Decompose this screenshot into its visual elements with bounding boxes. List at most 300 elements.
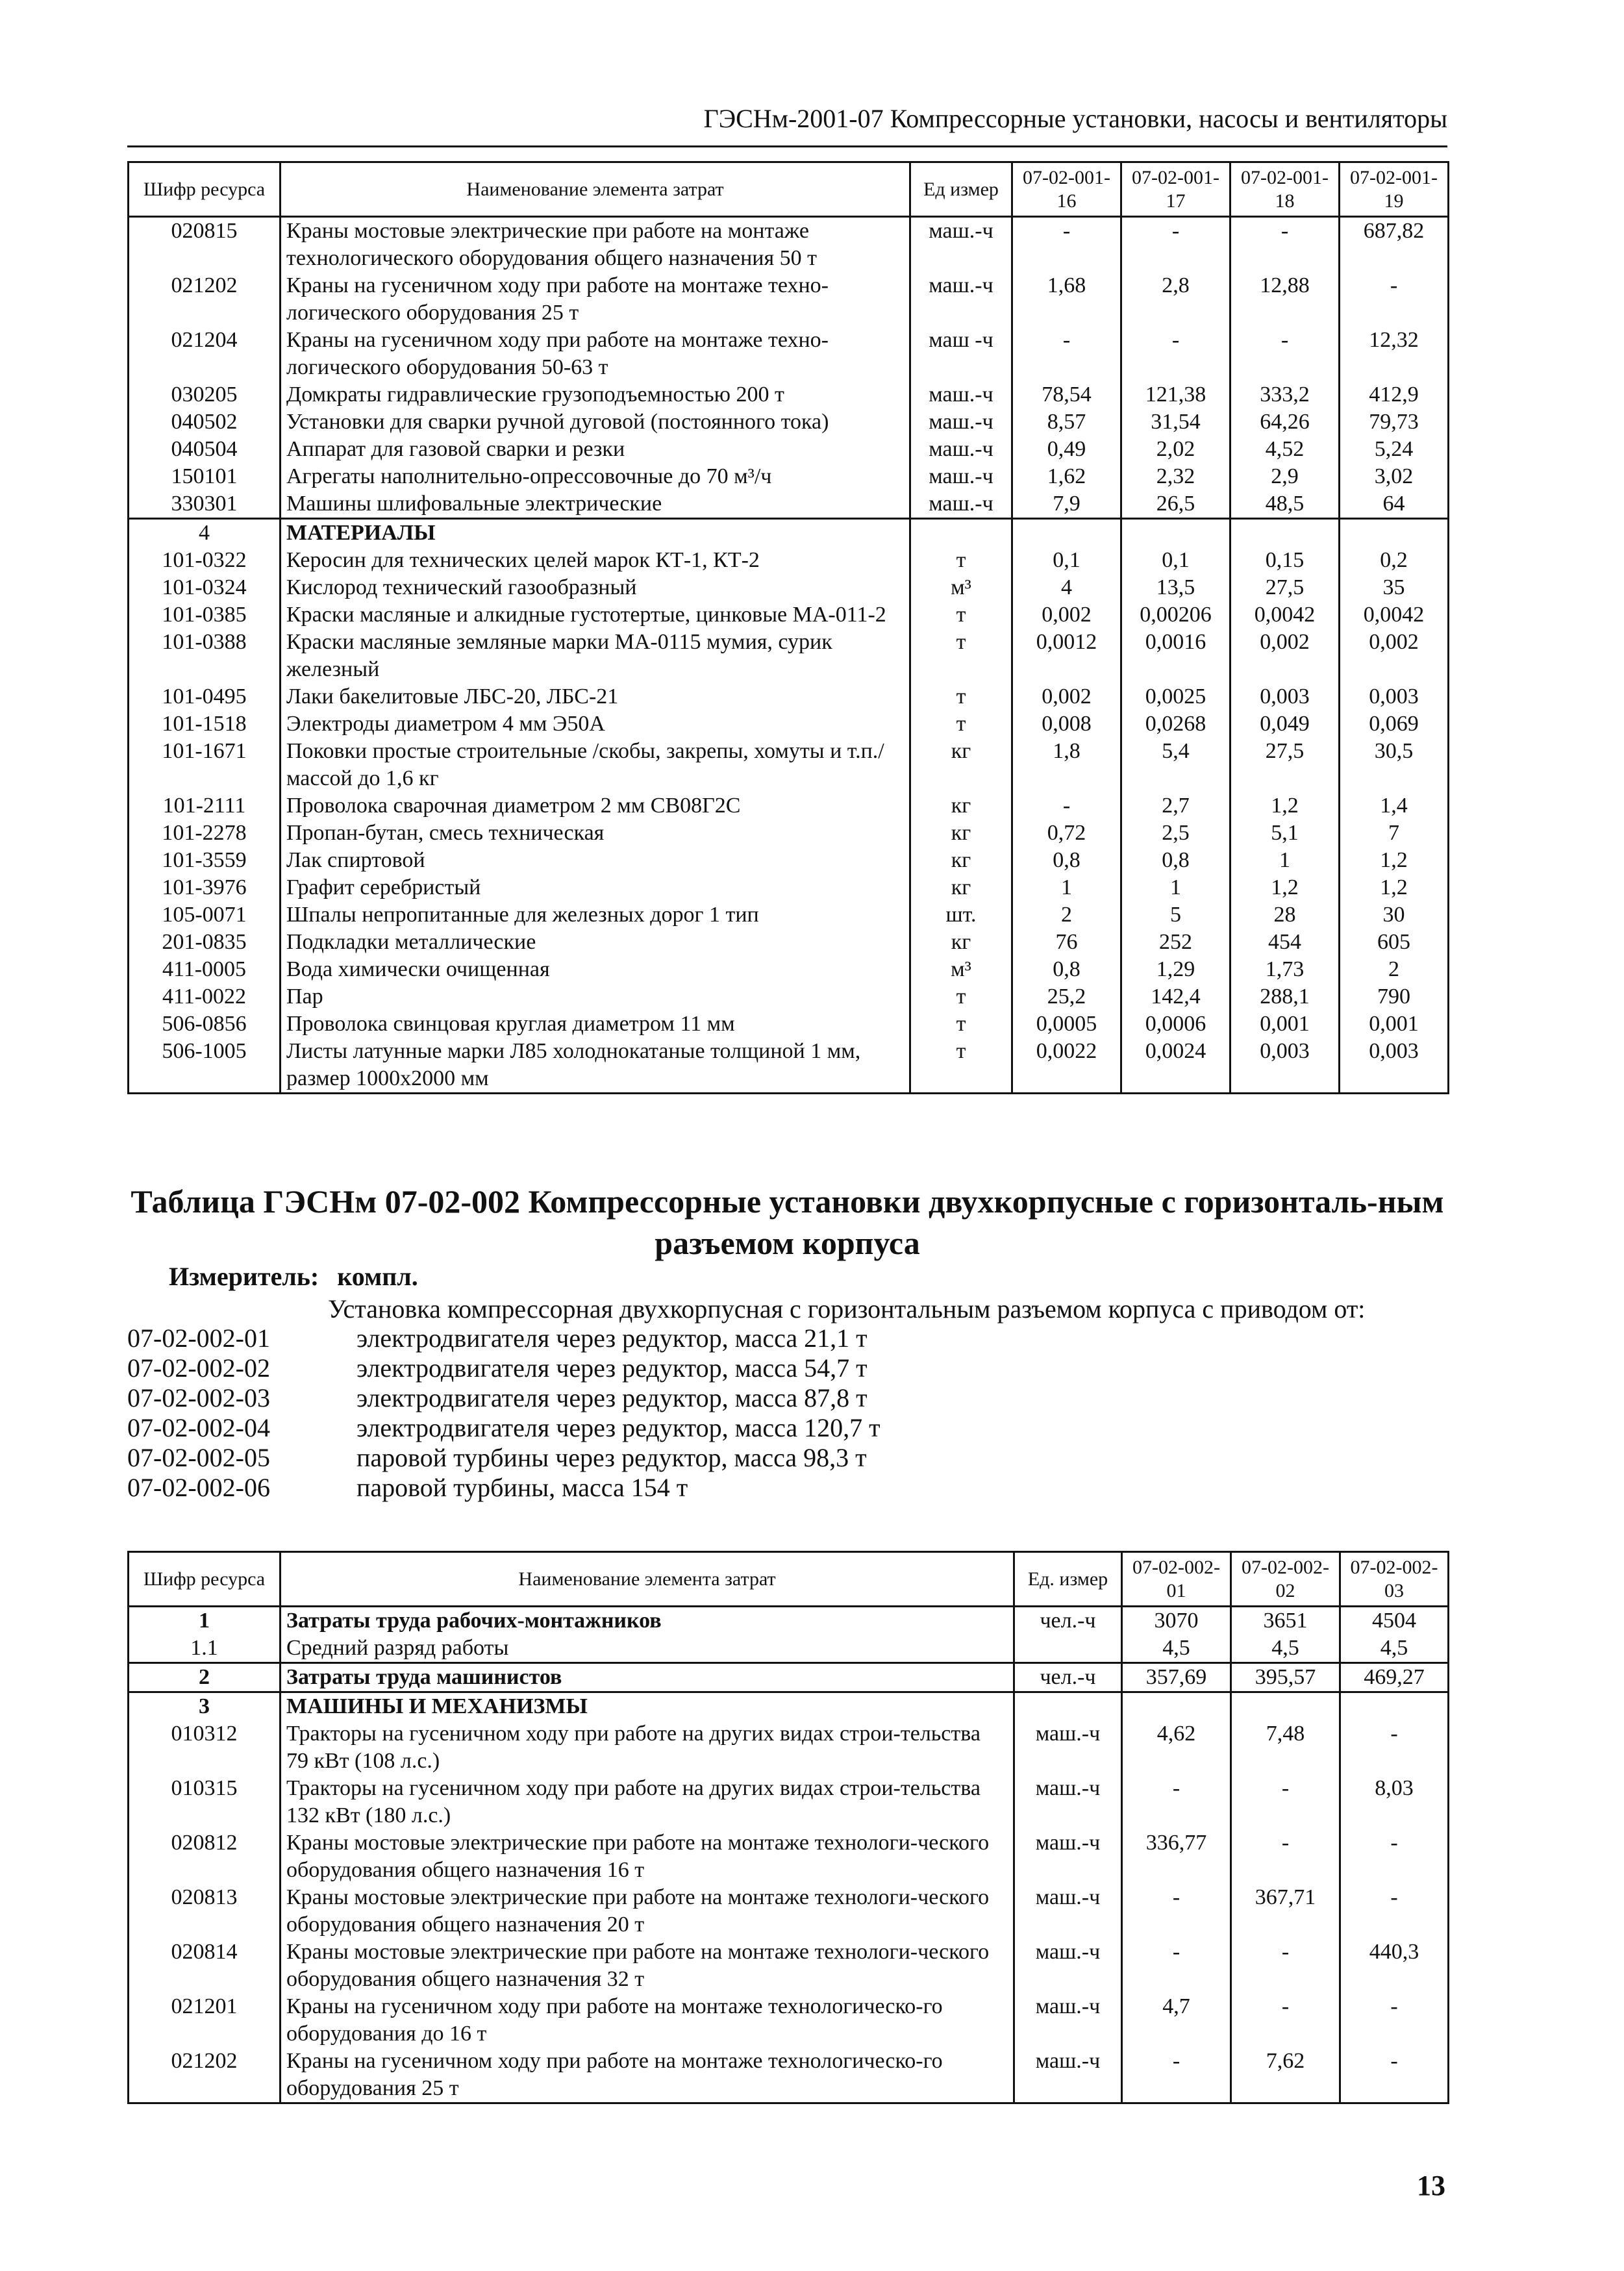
norm-value: 0,15 <box>1230 547 1340 574</box>
resource-name: Домкраты гидравлические грузоподъемностью 200 т <box>281 381 910 408</box>
resource-name: МАШИНЫ И МЕХАНИЗМЫ <box>281 1692 1014 1721</box>
norm-code: 07-02-002-01 <box>127 1324 270 1353</box>
resource-name: Электроды диаметром 4 мм Э50А <box>281 710 910 738</box>
norm-value: 687,82 <box>1340 217 1449 273</box>
resource-code: 030205 <box>129 381 281 408</box>
norm-value: 12,88 <box>1230 272 1340 327</box>
norm-value: 0,0022 <box>1012 1038 1121 1094</box>
resource-name: Вода химически очищенная <box>281 956 910 983</box>
norm-value: 7,9 <box>1012 490 1121 519</box>
table-row <box>129 710 1449 738</box>
norm-value: 0,1 <box>1121 547 1230 574</box>
table-row <box>129 272 1449 327</box>
norm-value: 2 <box>1012 901 1121 929</box>
resource-code: 101-2111 <box>129 792 281 820</box>
norm-value: 0,002 <box>1012 601 1121 629</box>
norm-value: 0,0006 <box>1121 1010 1230 1038</box>
table-row <box>129 983 1449 1010</box>
resource-name: Краны на гусеничном ходу при работе на монтаже техно-логического оборудования 25 т <box>281 272 910 327</box>
unit: т <box>910 983 1012 1010</box>
norm-value <box>1230 519 1340 547</box>
norm-code-list <box>127 1324 881 1503</box>
norm-value: - <box>1231 1829 1340 1884</box>
norm-value: - <box>1340 1829 1449 1884</box>
norm-value: 1,2 <box>1230 874 1340 901</box>
table-row <box>129 738 1449 792</box>
norm-value: - <box>1121 217 1230 273</box>
norm-value: 7,48 <box>1231 1720 1340 1775</box>
resource-code: 1 <box>129 1607 281 1635</box>
norm-value: - <box>1340 1993 1449 2048</box>
resource-code: 101-1671 <box>129 738 281 792</box>
table-row <box>129 901 1449 929</box>
norm-value: 1,2 <box>1230 792 1340 820</box>
meter-value: компл. <box>337 1262 418 1291</box>
norm-value: - <box>1230 217 1340 273</box>
resource-code: 021202 <box>129 272 281 327</box>
resource-name: Листы латунные марки Л85 холоднокатаные толщиной 1 мм, размер 1000х2000 мм <box>281 1038 910 1094</box>
norm-value: 469,27 <box>1340 1663 1449 1692</box>
norm-value: - <box>1122 1775 1231 1829</box>
norm-value: 333,2 <box>1230 381 1340 408</box>
table-row <box>129 683 1449 710</box>
unit <box>910 519 1012 547</box>
table-row <box>129 217 1449 273</box>
norm-value: 3,02 <box>1340 463 1449 490</box>
resource-code: 101-2278 <box>129 820 281 847</box>
norm-value: 367,71 <box>1231 1884 1340 1939</box>
resource-code: 040504 <box>129 436 281 463</box>
norm-value: 1,2 <box>1340 874 1449 901</box>
norm-value: 0,069 <box>1340 710 1449 738</box>
resource-code: 4 <box>129 519 281 547</box>
resource-code: 201-0835 <box>129 929 281 956</box>
table-row <box>129 574 1449 601</box>
norm-value: 0,0042 <box>1340 601 1449 629</box>
resource-name: Краны на гусеничном ходу при работе на монтаже технологическо-го оборудования до 16 т <box>281 1993 1014 2048</box>
unit: маш.-ч <box>1014 1939 1122 1993</box>
table-row <box>129 1038 1449 1094</box>
norm-value: 5,4 <box>1121 738 1230 792</box>
norm-value: 64 <box>1340 490 1449 519</box>
norm-code: 07-02-002-04 <box>127 1413 270 1442</box>
norm-value: 4504 <box>1340 1607 1449 1635</box>
norm-value: 0,49 <box>1012 436 1121 463</box>
norm-value: - <box>1122 1884 1231 1939</box>
norm-value: 78,54 <box>1012 381 1121 408</box>
resource-code: 101-0324 <box>129 574 281 601</box>
resource-code: 040502 <box>129 408 281 436</box>
norm-value: 2,32 <box>1121 463 1230 490</box>
norm-description: электродвигателя через редуктор, масса 54,7 т <box>356 1353 868 1383</box>
table-row <box>129 1939 1449 1993</box>
unit: маш.-ч <box>910 272 1012 327</box>
norm-code: 07-02-002-05 <box>127 1443 270 1472</box>
norm-value: 0,00206 <box>1121 601 1230 629</box>
resource-name: Краски масляные земляные марки МА-0115 мумия, сурик железный <box>281 629 910 683</box>
norm-description: электродвигателя через редуктор, масса 120,7 т <box>356 1413 881 1442</box>
list-item <box>127 1443 881 1473</box>
norm-value: 12,32 <box>1340 327 1449 381</box>
norm-value: 35 <box>1340 574 1449 601</box>
norm-value: - <box>1012 792 1121 820</box>
col-header-norm: 07-02-001-16 <box>1012 162 1121 217</box>
norm-value: - <box>1230 327 1340 381</box>
resource-code: 3 <box>129 1692 281 1721</box>
norm-value: 395,57 <box>1231 1663 1340 1692</box>
unit: чел.-ч <box>1014 1607 1122 1635</box>
norm-value: 0,003 <box>1340 1038 1449 1094</box>
list-item <box>127 1383 881 1413</box>
norm-value: 0,0012 <box>1012 629 1121 683</box>
table-row <box>129 1775 1449 1829</box>
resource-name: Краны мостовые электрические при работе на монтаже технологи-ческого оборудования общего назначения 20 т <box>281 1884 1014 1939</box>
resource-name: Пропан-бутан, смесь техническая <box>281 820 910 847</box>
unit: маш.-ч <box>910 436 1012 463</box>
resource-name: Кислород технический газообразный <box>281 574 910 601</box>
unit: т <box>910 1010 1012 1038</box>
norm-value: - <box>1340 2048 1449 2103</box>
resource-table-1 <box>127 161 1449 1094</box>
resource-name: Керосин для технических целей марок КТ-1, КТ-2 <box>281 547 910 574</box>
resource-table-2 <box>127 1551 1449 2104</box>
norm-value: 27,5 <box>1230 738 1340 792</box>
resource-code: 101-0322 <box>129 547 281 574</box>
col-header-name: Наименование элемента затрат <box>281 1552 1014 1607</box>
unit: маш.-ч <box>910 217 1012 273</box>
norm-value: 0,8 <box>1012 956 1121 983</box>
norm-value: 2,8 <box>1121 272 1230 327</box>
unit: т <box>910 547 1012 574</box>
norm-value: 4,7 <box>1122 1993 1231 2048</box>
col-header-norm: 07-02-001-17 <box>1121 162 1230 217</box>
resource-code: 101-3559 <box>129 847 281 874</box>
table-row <box>129 1720 1449 1775</box>
norm-value <box>1121 519 1230 547</box>
norm-value: 26,5 <box>1121 490 1230 519</box>
unit: маш.-ч <box>910 408 1012 436</box>
table-row <box>129 463 1449 490</box>
col-header-norm: 07-02-001-19 <box>1340 162 1449 217</box>
resource-name: Затраты труда рабочих-монтажников <box>281 1607 1014 1635</box>
norm-value: 30,5 <box>1340 738 1449 792</box>
table-row <box>129 1884 1449 1939</box>
norm-value: - <box>1122 1939 1231 1993</box>
norm-value <box>1340 519 1449 547</box>
unit <box>1014 1635 1122 1663</box>
unit: маш.-ч <box>1014 1829 1122 1884</box>
norm-value: 27,5 <box>1230 574 1340 601</box>
norm-value: 3651 <box>1231 1607 1340 1635</box>
col-header-unit: Ед измер <box>910 162 1012 217</box>
resource-code: 105-0071 <box>129 901 281 929</box>
table-title: Таблица ГЭСНм 07-02-002 Компрессорные установки двухкорпусные с горизонталь-ным разъемом корпуса <box>131 1183 1444 1261</box>
table-row <box>129 1635 1449 1663</box>
norm-value: 0,049 <box>1230 710 1340 738</box>
norm-description: паровой турбины через редуктор, масса 98,3 т <box>356 1443 867 1472</box>
resource-code: 101-1518 <box>129 710 281 738</box>
norm-value <box>1231 1692 1340 1721</box>
list-item <box>127 1324 881 1353</box>
resource-code: 020812 <box>129 1829 281 1884</box>
table-row <box>129 874 1449 901</box>
section-row <box>129 1692 1449 1721</box>
list-item <box>127 1473 881 1503</box>
norm-description: электродвигателя через редуктор, масса 21,1 т <box>356 1324 868 1353</box>
resource-name: Тракторы на гусеничном ходу при работе на других видах строи-тельства 79 кВт (108 л.с.) <box>281 1720 1014 1775</box>
resource-code: 010312 <box>129 1720 281 1775</box>
norm-value: 0,001 <box>1340 1010 1449 1038</box>
resource-code: 020813 <box>129 1884 281 1939</box>
norm-value: 336,77 <box>1122 1829 1231 1884</box>
norm-value: 5 <box>1121 901 1230 929</box>
norm-value: - <box>1122 2048 1231 2103</box>
unit: т <box>910 601 1012 629</box>
norm-value: 1 <box>1012 874 1121 901</box>
resource-code: 020814 <box>129 1939 281 1993</box>
norm-value: - <box>1121 327 1230 381</box>
resource-code: 101-0495 <box>129 683 281 710</box>
unit: маш.-ч <box>1014 1720 1122 1775</box>
unit: кг <box>910 738 1012 792</box>
meter-label: Измеритель: <box>169 1262 319 1291</box>
norm-value: 79,73 <box>1340 408 1449 436</box>
norm-value: - <box>1340 1720 1449 1775</box>
norm-value: 3070 <box>1122 1607 1231 1635</box>
norm-description: электродвигателя через редуктор, масса 87,8 т <box>356 1383 868 1412</box>
unit: кг <box>910 874 1012 901</box>
norm-value: 7,62 <box>1231 2048 1340 2103</box>
resource-name: Поковки простые строительные /скобы, закрепы, хомуты и т.п./ массой до 1,6 кг <box>281 738 910 792</box>
norm-value: 605 <box>1340 929 1449 956</box>
resource-code: 010315 <box>129 1775 281 1829</box>
norm-value: 1,4 <box>1340 792 1449 820</box>
norm-value: 0,0005 <box>1012 1010 1121 1038</box>
norm-value: 4,5 <box>1231 1635 1340 1663</box>
resource-name: Краны на гусеничном ходу при работе на монтаже техно-логического оборудования 50-63 т <box>281 327 910 381</box>
resource-code: 411-0022 <box>129 983 281 1010</box>
col-header-norm: 07-02-002-03 <box>1340 1552 1449 1607</box>
norm-value: 25,2 <box>1012 983 1121 1010</box>
resource-code: 1.1 <box>129 1635 281 1663</box>
norm-value: 790 <box>1340 983 1449 1010</box>
section-row <box>129 519 1449 547</box>
resource-name: Установки для сварки ручной дуговой (постоянного тока) <box>281 408 910 436</box>
resource-name: Затраты труда машинистов <box>281 1663 1014 1692</box>
norm-value: 0,008 <box>1012 710 1121 738</box>
table-row <box>129 327 1449 381</box>
unit: т <box>910 710 1012 738</box>
resource-name: Краны мостовые электрические при работе на монтаже технологи-ческого оборудования общего назначения 32 т <box>281 1939 1014 1993</box>
resource-name: Краски масляные и алкидные густотертые, цинковые МА-011-2 <box>281 601 910 629</box>
col-header-name: Наименование элемента затрат <box>281 162 910 217</box>
unit: маш -ч <box>910 327 1012 381</box>
norm-value: 0,8 <box>1121 847 1230 874</box>
resource-name: Лак спиртовой <box>281 847 910 874</box>
resource-name: Средний разряд работы <box>281 1635 1014 1663</box>
resource-code: 330301 <box>129 490 281 519</box>
resource-code: 101-3976 <box>129 874 281 901</box>
norm-value: 2,7 <box>1121 792 1230 820</box>
norm-description: паровой турбины, масса 154 т <box>356 1473 688 1502</box>
unit: т <box>910 683 1012 710</box>
table-row <box>129 847 1449 874</box>
norm-value: 76 <box>1012 929 1121 956</box>
norm-value: - <box>1012 217 1121 273</box>
norm-value: 454 <box>1230 929 1340 956</box>
resource-name: Подкладки металлические <box>281 929 910 956</box>
norm-value: 142,4 <box>1121 983 1230 1010</box>
table-row <box>129 381 1449 408</box>
norm-value: 1,68 <box>1012 272 1121 327</box>
meter-line <box>169 1261 418 1292</box>
norm-value <box>1340 1692 1449 1721</box>
norm-value: 412,9 <box>1340 381 1449 408</box>
resource-code: 101-0385 <box>129 601 281 629</box>
norm-value: 30 <box>1340 901 1449 929</box>
table-row <box>129 2048 1449 2103</box>
col-header-code: Шифр ресурса <box>129 1552 281 1607</box>
norm-value: 8,57 <box>1012 408 1121 436</box>
unit: т <box>910 629 1012 683</box>
norm-value: 2,5 <box>1121 820 1230 847</box>
norm-value: 0,0024 <box>1121 1038 1230 1094</box>
norm-code: 07-02-002-03 <box>127 1383 270 1412</box>
norm-value: 0,002 <box>1230 629 1340 683</box>
norm-value: 2 <box>1340 956 1449 983</box>
norm-value: 0,2 <box>1340 547 1449 574</box>
col-header-code: Шифр ресурса <box>129 162 281 217</box>
unit: кг <box>910 792 1012 820</box>
norm-value: 1,2 <box>1340 847 1449 874</box>
norm-value <box>1012 519 1121 547</box>
norm-value: 0,1 <box>1012 547 1121 574</box>
resource-name: Проволока свинцовая круглая диаметром 11 мм <box>281 1010 910 1038</box>
norm-value: 0,0268 <box>1121 710 1230 738</box>
resource-code: 2 <box>129 1663 281 1692</box>
unit: кг <box>910 929 1012 956</box>
installation-intro: Установка компрессорная двухкорпусная с горизонтальным разъемом корпуса с приводом от: <box>328 1294 1366 1324</box>
unit: маш.-ч <box>1014 1993 1122 2048</box>
col-header-norm: 07-02-002-02 <box>1231 1552 1340 1607</box>
unit: кг <box>910 820 1012 847</box>
norm-value: 0,0042 <box>1230 601 1340 629</box>
resource-name: Краны мостовые электрические при работе на монтаже технологического оборудования общего назначения 50 т <box>281 217 910 273</box>
norm-value: 440,3 <box>1340 1939 1449 1993</box>
resource-code: 020815 <box>129 217 281 273</box>
resource-name: МАТЕРИАЛЫ <box>281 519 910 547</box>
norm-value: 13,5 <box>1121 574 1230 601</box>
resource-name: Тракторы на гусеничном ходу при работе на других видах строи-тельства 132 кВт (180 л.с.) <box>281 1775 1014 1829</box>
norm-value: 1 <box>1121 874 1230 901</box>
table-row <box>129 436 1449 463</box>
table-row <box>129 1010 1449 1038</box>
resource-name: Графит серебристый <box>281 874 910 901</box>
running-header: ГЭСНм-2001-07 Компрессорные установки, насосы и вентиляторы <box>127 103 1447 147</box>
resource-code: 150101 <box>129 463 281 490</box>
norm-value: 0,003 <box>1230 1038 1340 1094</box>
list-item <box>127 1353 881 1383</box>
unit: маш.-ч <box>910 381 1012 408</box>
norm-value: 121,38 <box>1121 381 1230 408</box>
norm-value: 0,002 <box>1340 629 1449 683</box>
norm-value: 5,1 <box>1230 820 1340 847</box>
resource-code: 506-1005 <box>129 1038 281 1094</box>
table-row <box>129 1663 1449 1692</box>
unit: чел.-ч <box>1014 1663 1122 1692</box>
table-row <box>129 1607 1449 1635</box>
table-row <box>129 1993 1449 2048</box>
norm-value: 28 <box>1230 901 1340 929</box>
unit: маш.-ч <box>1014 1884 1122 1939</box>
unit: кг <box>910 847 1012 874</box>
resource-name: Аппарат для газовой сварки и резки <box>281 436 910 463</box>
resource-name: Лаки бакелитовые ЛБС-20, ЛБС-21 <box>281 683 910 710</box>
norm-value: 2,9 <box>1230 463 1340 490</box>
norm-value: 0,002 <box>1012 683 1121 710</box>
resource-name: Машины шлифовальные электрические <box>281 490 910 519</box>
norm-value: 1,29 <box>1121 956 1230 983</box>
resource-name: Шпалы непропитанные для железных дорог 1 тип <box>281 901 910 929</box>
norm-value: 0,001 <box>1230 1010 1340 1038</box>
norm-value: 1,62 <box>1012 463 1121 490</box>
table-row <box>129 547 1449 574</box>
table-row <box>129 956 1449 983</box>
norm-value: 0,8 <box>1012 847 1121 874</box>
norm-value: - <box>1340 272 1449 327</box>
resource-code: 021202 <box>129 2048 281 2103</box>
norm-value: 0,0016 <box>1121 629 1230 683</box>
resource-code: 021204 <box>129 327 281 381</box>
table-row <box>129 490 1449 519</box>
resource-code: 506-0856 <box>129 1010 281 1038</box>
norm-code: 07-02-002-02 <box>127 1353 270 1383</box>
table-row <box>129 929 1449 956</box>
table-row <box>129 629 1449 683</box>
unit <box>1014 1692 1122 1721</box>
norm-value: 48,5 <box>1230 490 1340 519</box>
unit: маш.-ч <box>910 463 1012 490</box>
norm-value <box>1122 1692 1231 1721</box>
norm-value: 357,69 <box>1122 1663 1231 1692</box>
norm-value: 0,72 <box>1012 820 1121 847</box>
unit: шт. <box>910 901 1012 929</box>
norm-value: - <box>1231 1993 1340 2048</box>
norm-value: - <box>1340 1884 1449 1939</box>
norm-code: 07-02-002-06 <box>127 1473 270 1502</box>
unit: маш.-ч <box>1014 2048 1122 2103</box>
resource-code: 021201 <box>129 1993 281 2048</box>
table-row <box>129 408 1449 436</box>
norm-value: 0,0025 <box>1121 683 1230 710</box>
unit: м³ <box>910 956 1012 983</box>
table-row <box>129 1829 1449 1884</box>
norm-value: 4,5 <box>1122 1635 1231 1663</box>
norm-value: 4,52 <box>1230 436 1340 463</box>
norm-value: 0,003 <box>1230 683 1340 710</box>
norm-value: 7 <box>1340 820 1449 847</box>
norm-value: - <box>1231 1775 1340 1829</box>
norm-value: 1,8 <box>1012 738 1121 792</box>
norm-value: 1,73 <box>1230 956 1340 983</box>
norm-value: - <box>1012 327 1121 381</box>
norm-value: 288,1 <box>1230 983 1340 1010</box>
resource-name: Пар <box>281 983 910 1010</box>
unit: т <box>910 1038 1012 1094</box>
norm-value: 31,54 <box>1121 408 1230 436</box>
resource-name: Краны мостовые электрические при работе на монтаже технологи-ческого оборудования общего назначения 16 т <box>281 1829 1014 1884</box>
resource-code: 411-0005 <box>129 956 281 983</box>
